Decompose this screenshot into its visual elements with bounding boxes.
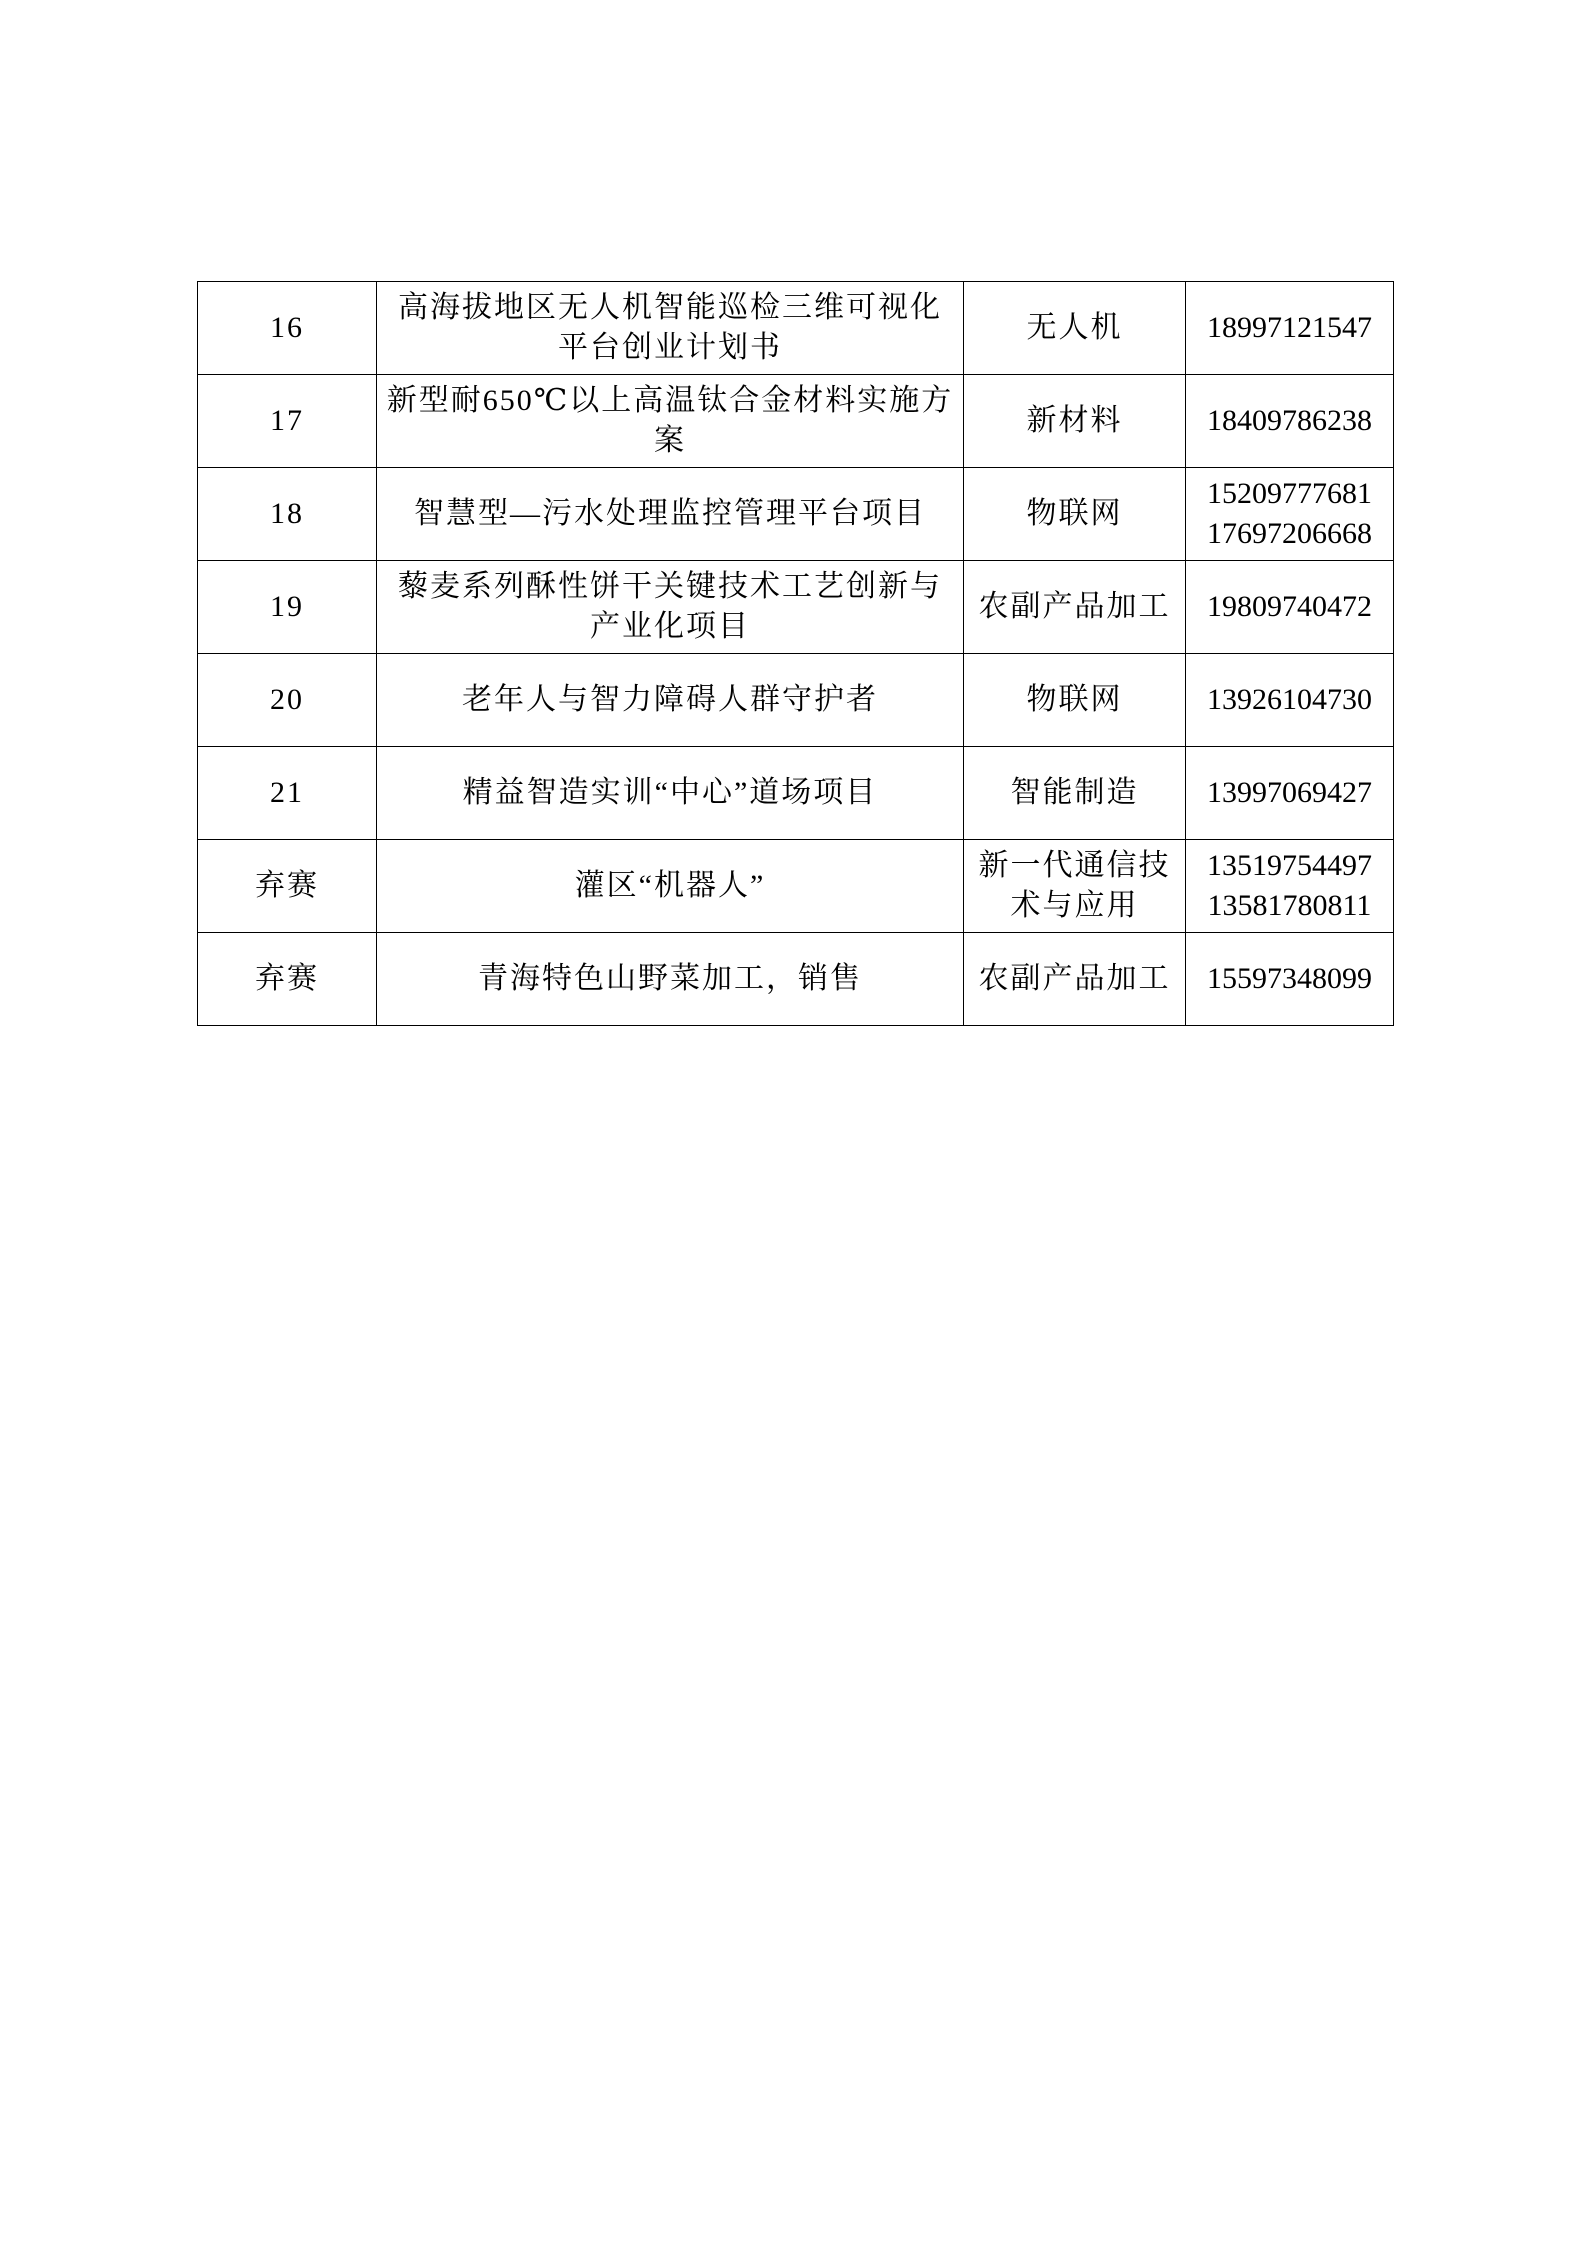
row-index-cell xyxy=(198,747,377,840)
project-name-line: 青海特色山野菜加工，销售 xyxy=(478,962,862,995)
project-name-cell xyxy=(377,840,964,933)
project-name-line: 老年人与智力障碍人群守护者 xyxy=(462,683,878,716)
project-name-line: 藜麦系列酥性饼干关键技术工艺创新与 xyxy=(398,570,942,603)
phone-number: 15597348099 xyxy=(1207,962,1372,995)
phone-number: 18409786238 xyxy=(1207,404,1372,437)
field-line: 智能制造 xyxy=(1010,776,1139,809)
project-name-cell xyxy=(377,561,964,654)
field-line: 物联网 xyxy=(1026,683,1123,716)
project-name-cell xyxy=(377,282,964,375)
field-line: 农副产品加工 xyxy=(978,962,1171,995)
phone-number: 18997121547 xyxy=(1207,311,1372,344)
table-row xyxy=(198,375,1394,468)
table-row xyxy=(198,561,1394,654)
row-index-cell xyxy=(198,468,377,561)
phone-cell xyxy=(1186,282,1394,375)
phone-cell xyxy=(1186,747,1394,840)
field-cell xyxy=(964,840,1186,933)
row-index-cell xyxy=(198,654,377,747)
phone-cell xyxy=(1186,840,1394,933)
phone-number: 13997069427 xyxy=(1207,776,1372,809)
project-name-line: 灌区“机器人” xyxy=(574,869,766,902)
phone-cell xyxy=(1186,375,1394,468)
phone-number: 13926104730 xyxy=(1207,683,1372,716)
phone-cell xyxy=(1186,561,1394,654)
field-line: 新材料 xyxy=(1026,404,1123,437)
row-index-cell xyxy=(198,282,377,375)
field-cell xyxy=(964,561,1186,654)
project-name-line: 平台创业计划书 xyxy=(558,331,782,364)
phone-cell xyxy=(1186,933,1394,1026)
row-index: 20 xyxy=(270,683,304,716)
row-index-cell xyxy=(198,840,377,933)
field-cell xyxy=(964,468,1186,561)
row-index: 弃赛 xyxy=(255,962,319,995)
row-index: 21 xyxy=(270,776,304,809)
project-table xyxy=(197,281,1394,1026)
field-cell xyxy=(964,747,1186,840)
table-row xyxy=(198,840,1394,933)
field-line: 农副产品加工 xyxy=(978,590,1171,623)
phone-number: 15209777681 xyxy=(1207,477,1372,510)
field-cell xyxy=(964,282,1186,375)
table-row xyxy=(198,282,1394,375)
phone-number: 13581780811 xyxy=(1207,889,1372,922)
phone-cell xyxy=(1186,468,1394,561)
project-name-line: 精益智造实训“中心”道场项目 xyxy=(462,776,878,809)
project-name-cell xyxy=(377,747,964,840)
row-index: 弃赛 xyxy=(255,869,319,902)
row-index-cell xyxy=(198,561,377,654)
project-table-body xyxy=(198,282,1394,1026)
project-name-line: 新型耐650℃以上高温钛合金材料实施方案 xyxy=(386,384,954,457)
project-name-line: 智慧型—污水处理监控管理平台项目 xyxy=(414,497,926,530)
phone-number: 13519754497 xyxy=(1207,849,1372,882)
project-name-line: 高海拔地区无人机智能巡检三维可视化 xyxy=(398,291,942,324)
phone-cell xyxy=(1186,654,1394,747)
field-line: 术与应用 xyxy=(1010,889,1139,922)
project-name-cell xyxy=(377,468,964,561)
row-index-cell xyxy=(198,375,377,468)
project-name-cell xyxy=(377,933,964,1026)
field-line: 无人机 xyxy=(1026,311,1123,344)
field-cell xyxy=(964,933,1186,1026)
project-name-cell xyxy=(377,375,964,468)
table-row xyxy=(198,933,1394,1026)
field-line: 物联网 xyxy=(1026,497,1123,530)
row-index: 17 xyxy=(270,404,304,437)
phone-number: 17697206668 xyxy=(1207,517,1372,550)
row-index: 16 xyxy=(270,311,304,344)
field-line: 新一代通信技 xyxy=(978,849,1171,882)
row-index: 18 xyxy=(270,497,304,530)
project-name-cell xyxy=(377,654,964,747)
row-index-cell xyxy=(198,933,377,1026)
table-row xyxy=(198,468,1394,561)
phone-number: 19809740472 xyxy=(1207,590,1372,623)
field-cell xyxy=(964,375,1186,468)
row-index: 19 xyxy=(270,590,304,623)
field-cell xyxy=(964,654,1186,747)
table-row xyxy=(198,747,1394,840)
project-name-line: 产业化项目 xyxy=(590,610,750,643)
table-row xyxy=(198,654,1394,747)
